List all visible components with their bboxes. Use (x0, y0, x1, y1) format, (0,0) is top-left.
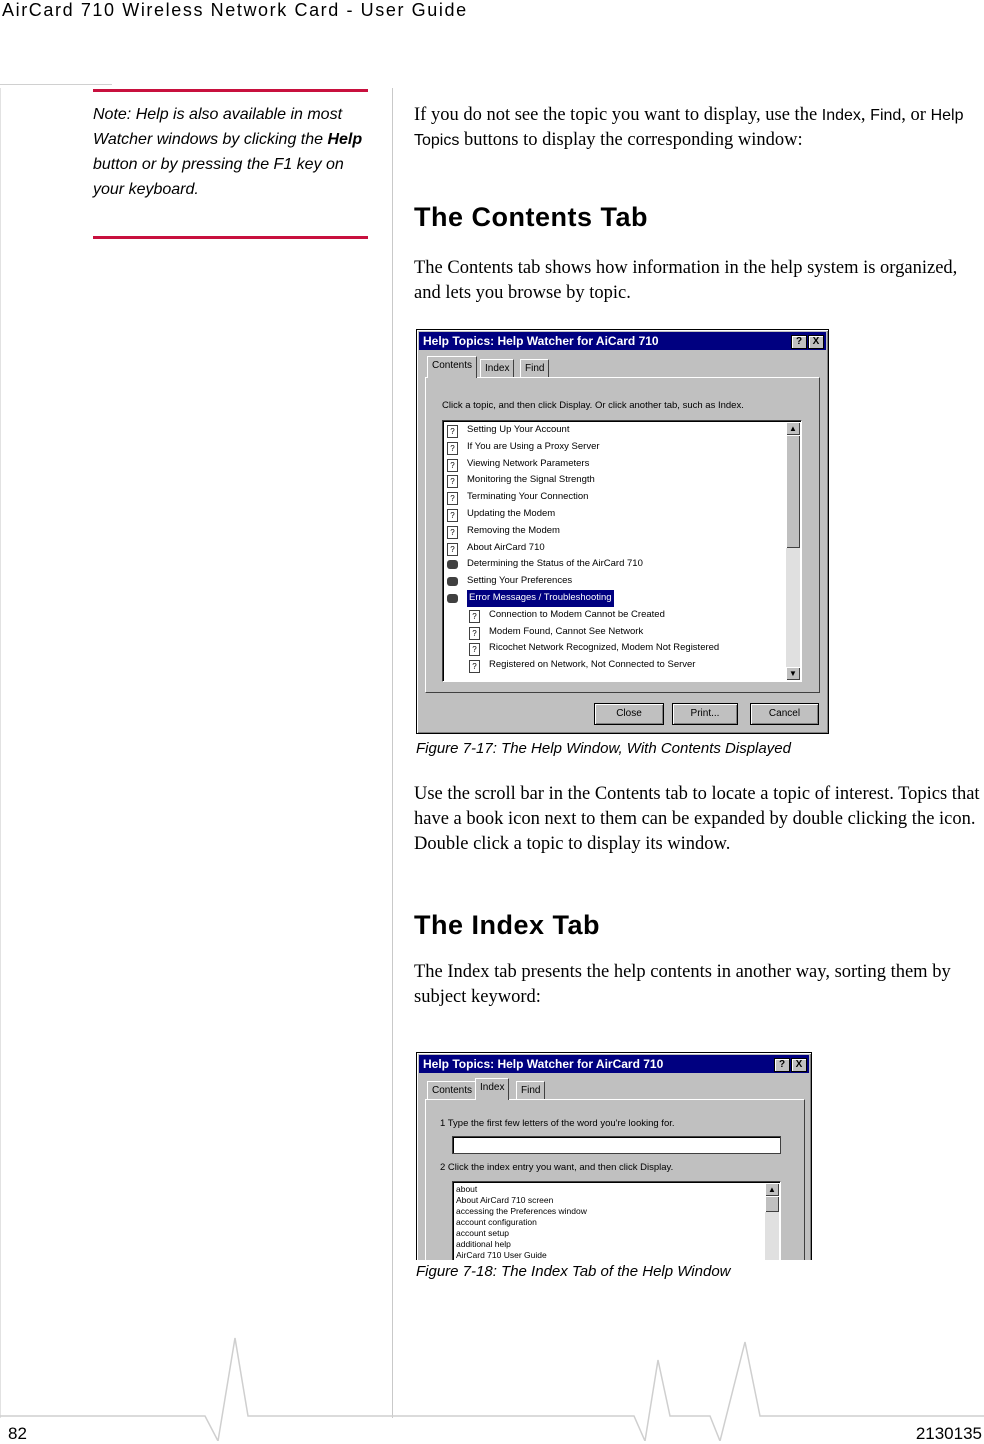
list-item[interactable] (443, 472, 801, 489)
tab-find[interactable]: Find (520, 359, 549, 378)
list-item[interactable] (443, 456, 801, 473)
list-item-label: Updating the Modem (467, 507, 556, 519)
list-item-label: Modem Found, Cannot See Network (489, 625, 644, 637)
topic-page-icon: ? (447, 475, 458, 488)
scroll-up-icon[interactable]: ▲ (765, 1183, 779, 1196)
topic-page-icon: ? (447, 442, 458, 455)
scrollbar-2[interactable] (765, 1183, 779, 1260)
left-margin-rule (0, 88, 1, 1418)
list-item[interactable] (443, 439, 801, 456)
list-item-label: Error Messages / Troubleshooting (467, 590, 614, 607)
index-tab-heading: The Index Tab (414, 910, 601, 940)
intro-paragraph (414, 103, 980, 153)
topic-page-icon: ? (469, 660, 480, 673)
window-titlebar-2 (419, 1055, 809, 1073)
index-entry[interactable]: accessing the Preferences window (456, 1206, 587, 1216)
topic-page-icon: ? (447, 543, 458, 556)
scroll-thumb-2[interactable] (765, 1196, 779, 1212)
step1-text: 1 Type the first few letters of the word you're looking for. (440, 1118, 675, 1129)
help-icon[interactable]: ? (774, 1058, 790, 1072)
list-item-label: Connection to Modem Cannot be Created (489, 608, 665, 620)
footer-waveform (0, 1330, 984, 1441)
contents-tab-body: The Contents tab shows how information in the help system is organized, and lets you browse by topic. (414, 258, 958, 303)
index-panel (425, 1099, 805, 1260)
index-entry[interactable]: account configuration (456, 1217, 537, 1227)
help-icon[interactable]: ? (791, 335, 807, 349)
list-item[interactable] (443, 573, 801, 590)
scroll-down-icon[interactable]: ▼ (786, 667, 800, 680)
scroll-instructions-paragraph: Use the scroll bar in the Contents tab to locate a topic of interest. Topics that have a book icon next to them can be expanded by double clicking the icon. Double click a topic to display its window. (414, 784, 980, 854)
open-book-icon (447, 594, 458, 603)
window-titlebar (419, 332, 826, 350)
contents-tab-heading: The Contents Tab (414, 202, 648, 232)
index-entry[interactable]: about (456, 1184, 478, 1194)
scrollbar[interactable] (786, 422, 800, 680)
close-icon[interactable]: X (791, 1058, 807, 1072)
header-rule (0, 84, 112, 85)
scroll-thumb[interactable] (786, 435, 800, 548)
intro-text-3: , or (901, 105, 931, 125)
intro-text-4: buttons to display the corresponding window: (459, 130, 803, 150)
index-tab-body: The Index tab presents the help contents in another way, sorting them by subject keyword: (414, 962, 951, 1007)
tab-index[interactable]: Index (480, 359, 514, 378)
list-item-label: Registered on Network, Not Connected to Server (489, 659, 696, 671)
book-icon (447, 577, 458, 586)
list-item[interactable] (443, 624, 801, 641)
figure-7-17-caption: Figure 7-17: The Help Window, With Contents Displayed (416, 740, 791, 757)
topic-page-icon: ? (469, 627, 480, 640)
list-item-label: Terminating Your Connection (467, 491, 589, 503)
step2-text: 2 Click the index entry you want, and then click Display. (440, 1162, 674, 1173)
footer-wave-line (0, 1338, 984, 1441)
tab-contents[interactable]: Contents (427, 356, 477, 378)
list-item-label: Setting Up Your Account (467, 424, 570, 435)
topic-page-icon: ? (447, 509, 458, 522)
list-item[interactable] (443, 640, 801, 657)
intro-index-label: Index (821, 107, 861, 124)
help-window-contents (416, 329, 829, 734)
topic-page-icon: ? (469, 643, 480, 656)
tab-contents-2[interactable]: Contents (427, 1081, 477, 1100)
intro-find-label: Find (870, 107, 902, 124)
list-item[interactable] (443, 556, 801, 573)
close-icon[interactable]: X (808, 335, 824, 349)
topic-page-icon: ? (447, 526, 458, 539)
help-window-index (416, 1052, 812, 1260)
page-number: 82 (8, 1424, 27, 1443)
topic-page-icon: ? (447, 425, 458, 438)
topics-list[interactable] (442, 420, 802, 682)
instruction-text: Click a topic, and then click Display. Or click another tab, such as Index. (442, 400, 744, 411)
list-item-label: Removing the Modem (467, 524, 560, 536)
list-item-label: About AirCard 710 (467, 541, 545, 553)
list-item[interactable] (443, 657, 801, 674)
list-item[interactable] (443, 607, 801, 624)
list-item-label: Monitoring the Signal Strength (467, 474, 595, 486)
note-top-rule (93, 89, 368, 92)
note-bold: Help (327, 131, 363, 148)
list-item[interactable] (443, 422, 801, 439)
close-button[interactable]: Close (594, 703, 664, 725)
list-item[interactable] (443, 523, 801, 540)
index-entry[interactable]: additional help (456, 1239, 511, 1249)
intro-text-2: , (860, 105, 866, 125)
running-header: AirCard 710 Wireless Network Card - User Guide (2, 0, 468, 20)
scroll-up-icon[interactable]: ▲ (786, 422, 800, 435)
list-item[interactable] (443, 489, 801, 506)
list-item-label: Setting Your Preferences (467, 575, 573, 587)
index-list[interactable] (452, 1181, 781, 1260)
figure-7-18-caption: Figure 7-18: The Index Tab of the Help Window (416, 1263, 731, 1280)
tab-find-2[interactable]: Find (516, 1081, 545, 1100)
index-entry[interactable]: About AirCard 710 screen (456, 1195, 554, 1205)
help-window-index-crop (416, 1052, 812, 1260)
list-item[interactable] (443, 590, 801, 607)
intro-text-1: If you do not see the topic you want to display, use the (414, 105, 822, 125)
contents-panel (425, 377, 820, 693)
tab-index-2[interactable]: Index (475, 1078, 509, 1100)
note-text (93, 102, 365, 202)
list-item-label: Viewing Network Parameters (467, 457, 590, 469)
note-bottom-rule (93, 236, 368, 239)
print-button[interactable]: Print... (672, 703, 738, 725)
topic-page-icon: ? (447, 492, 458, 505)
list-item-label: Determining the Status of the AirCard 710 (467, 558, 643, 570)
topic-page-icon: ? (447, 459, 458, 472)
note-suffix: button or by pressing the F1 key on your keyboard. (93, 156, 344, 198)
index-entry[interactable]: account setup (456, 1228, 509, 1238)
list-item-label: Ricochet Network Recognized, Modem Not Registered (489, 642, 720, 654)
book-icon (447, 560, 458, 569)
note-prefix: Note: Help is also available in most Watcher windows by clicking the (93, 106, 343, 148)
list-item-label: If You are Using a Proxy Server (467, 440, 600, 452)
list-item[interactable] (443, 540, 801, 557)
document-number: 2130135 (915, 1424, 982, 1443)
list-item[interactable] (443, 506, 801, 523)
intro-help-topics-label: Help Topics (414, 107, 964, 149)
cancel-button[interactable]: Cancel (750, 703, 819, 725)
keyword-input[interactable] (452, 1136, 781, 1154)
index-entry[interactable]: AirCard 710 User Guide (456, 1250, 547, 1260)
window-title-2: Help Topics: Help Watcher for AirCard 710 (423, 1057, 664, 1071)
column-divider (392, 88, 393, 1418)
topic-page-icon: ? (469, 610, 480, 623)
window-title: Help Topics: Help Watcher for AiCard 710 (423, 334, 659, 348)
